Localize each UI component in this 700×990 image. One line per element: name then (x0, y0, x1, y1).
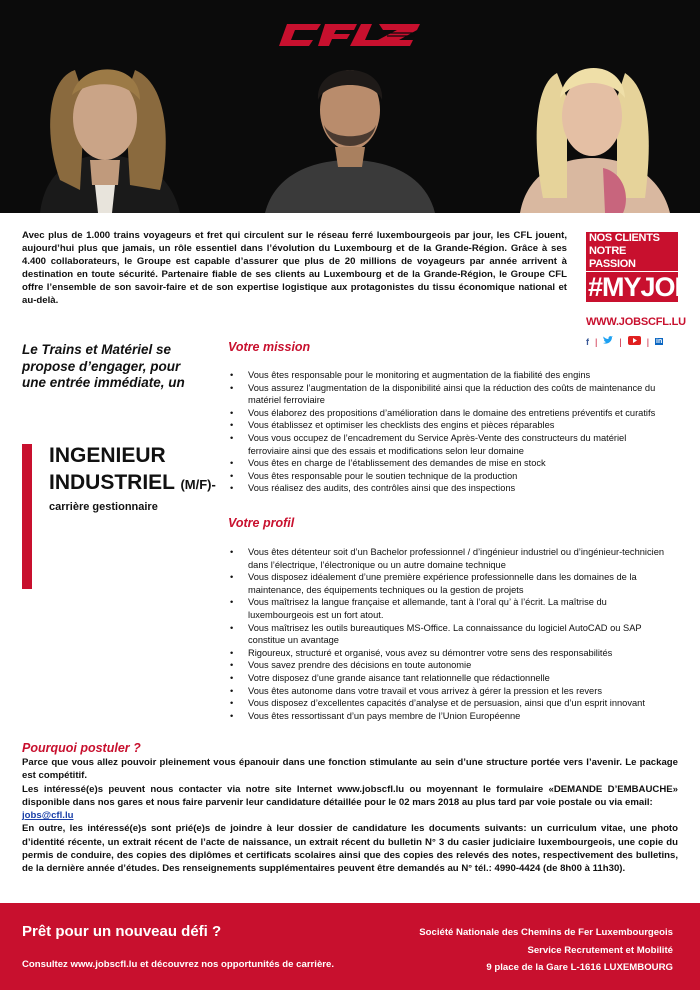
job-title-line-1: INGENIEUR (49, 444, 166, 467)
badge-hashtag: #MYJOB (588, 272, 694, 302)
footer (0, 903, 700, 990)
list-item: • Vous êtes en charge de l’établissement des demandes de mise en stock (230, 457, 670, 470)
badge-line-1: NOS CLIENTS (586, 232, 678, 245)
org-address: 9 place de la Gare L-1616 LUXEMBOURG (486, 962, 673, 973)
divider: | (595, 336, 598, 347)
offer-intro: Le Trains et Matériel se propose d’engager, pour une entrée immédiate, un (22, 342, 185, 390)
list-item: • Vous êtes détenteur soit d’un Bachelor professionnel / d’ingénieur industriel ou d’ingénieur-technicien dans l’électrique, l’électronique ou un autre domaine technique (230, 546, 670, 571)
company-intro: Avec plus de 1.000 trains voyageurs et fret qui circulent sur le réseau ferré luxembourgeois par jour, les CFL jouent, aujourd’hui plus que jamais, un rôle essentiel dans l’évolution du Luxembourg et de la Grande-Région. Grâce à ses 4.400 collaborateurs, le Groupe est capable d’assurer que plus de 20 millions de voyageurs par année arrivent à destination en toute sécurité. Partenaire fiable de ses clients au Luxembourg et de la Grande-Région, le Groupe CFL offre l’ensemble de son savoir-faire et de son expertise logistique aux protagonistes du tissu économique national et au-delà. (22, 230, 567, 307)
job-title (49, 442, 229, 498)
myjob-badge (586, 232, 694, 347)
footer-cta: Consultez www.jobscfl.lu et découvrez nos opportunités de carrière. (22, 959, 335, 970)
list-item: • Votre disposez d’une grande aisance tant relationnelle que rédactionnelle (230, 672, 670, 685)
why-paragraph: Parce que vous allez pouvoir pleinement vous épanouir dans une fonction stimulante au sein d’une structure portée vers l’avenir. Le package est compétitif. (22, 757, 678, 782)
job-title-line-2: INDUSTRIEL (49, 471, 175, 494)
why-apply-body (22, 756, 678, 876)
badge-url[interactable]: WWW.JOBSCFL.LU (586, 316, 686, 328)
gender-label: (M/F)- (180, 477, 216, 492)
list-item: • Vous assurez l’augmentation de la disponibilité ainsi que la réduction des coûts de maintenance du matériel ferroviaire (230, 382, 670, 407)
list-item: • Vous établissez et optimiser les checklists des engins et pièces réparables (230, 419, 670, 432)
list-item: • Vous êtes responsable pour le monitoring et augmentation de la fiabilité des engins (230, 369, 670, 382)
footer-address (419, 924, 673, 977)
list-item: • Vous vous occupez de l’encadrement du Service Après-Vente des constructeurs du matériel ferroviaire ainsi que des essais et modifications selon leur domaine (230, 432, 670, 457)
employee-photo-center (260, 55, 440, 213)
accent-bar (22, 444, 32, 589)
profile-heading: Votre profil (228, 516, 295, 530)
mission-list (230, 369, 670, 495)
list-item: • Vous maîtrisez la langue française et allemande, tant à l’oral qu’ à l’écrit. La maîtrise du luxembourgeois est un fort atout. (230, 596, 670, 621)
youtube-icon[interactable] (628, 336, 641, 347)
list-item: • Vous élaborez des propositions d’amélioration dans le domaine des entretiens préventifs et curatifs (230, 407, 670, 420)
badge-line-2: NOTRE PASSION (586, 245, 678, 271)
twitter-icon[interactable] (603, 336, 613, 347)
list-item: • Vous réalisez des audits, des contrôles ainsi que des inspections (230, 482, 670, 495)
linkedin-icon[interactable]: in (656, 338, 663, 345)
footer-title: Prêt pour un nouveau défi ? (22, 923, 222, 940)
list-item: • Vous disposez idéalement d’une première expérience professionnelle dans les domaines de la maintenance, des équipements techniques ou la gestion de projets (230, 571, 670, 596)
list-item: • Vous êtes autonome dans votre travail et vous arrivez à gérer la pression et les revers (230, 685, 670, 698)
why-apply-heading: Pourquoi postuler ? (22, 741, 141, 755)
divider: | (646, 336, 650, 347)
divider: | (619, 336, 622, 347)
list-item: • Vous disposez d’excellentes capacités d’analyse et de persuasion, ainsi que d’un esprit innovant (230, 697, 670, 710)
documents-paragraph: En outre, les intéressé(e)s sont prié(e)s de joindre à leur dossier de candidature les documents suivants: un curriculum vitae, une photo d’identité récente, un extrait récent de l’acte de naissance, un extrait récent du bulletin N° 3 du casier judiciaire luxembourgeois, une copie du permis de conduire, des copies des diplômes et certificats scolaires ainsi que des copies des relevés des notes, respectivement des bulletins, de la dernière année d’études. Des renseignements supplémentaires peuvent être demandés au N° tél.: 4990-4424 (de 8h00 à 11h30). (22, 823, 678, 875)
employee-photo-left (20, 60, 190, 213)
list-item: • Rigoureux, structuré et organisé, vous avez su démontrer votre sens des responsabilités (230, 647, 670, 660)
list-item: • Vous êtes ressortissant d’un pays membre de l’Union Européenne (230, 710, 670, 723)
social-icons (586, 336, 678, 347)
list-item: • Vous savez prendre des décisions en toute autonomie (230, 659, 670, 672)
contact-paragraph: Les intéressé(e)s peuvent nous contacter via notre site Internet www.jobscfl.lu ou moyennant le formulaire «DEMANDE D’EMBAUCHE» disponible dans nos gares et nous faire parvenir leur candidature détaillée pour le 02 mars 2018 au plus tard par voie postale ou via email: (22, 783, 678, 808)
mission-heading: Votre mission (228, 340, 311, 354)
org-name: Société Nationale des Chemins de Fer Luxembourgeois (419, 927, 673, 938)
org-department: Service Recrutement et Mobilité (527, 944, 673, 956)
cfl-logo (277, 22, 422, 48)
hero-photo (0, 0, 700, 213)
facebook-icon[interactable]: f (586, 336, 589, 347)
email-link[interactable]: jobs@cfl.lu (22, 810, 74, 822)
job-subtitle: carrière gestionnaire (49, 501, 158, 513)
list-item: • Vous maîtrisez les outils bureautiques MS-Office. La connaissance du logiciel AutoCAD ou SAP constitue un avantage (230, 622, 670, 647)
employee-photo-right (505, 58, 680, 213)
list-item: • Vous êtes responsable pour le soutien technique de la production (230, 470, 670, 483)
profile-list (230, 546, 670, 722)
